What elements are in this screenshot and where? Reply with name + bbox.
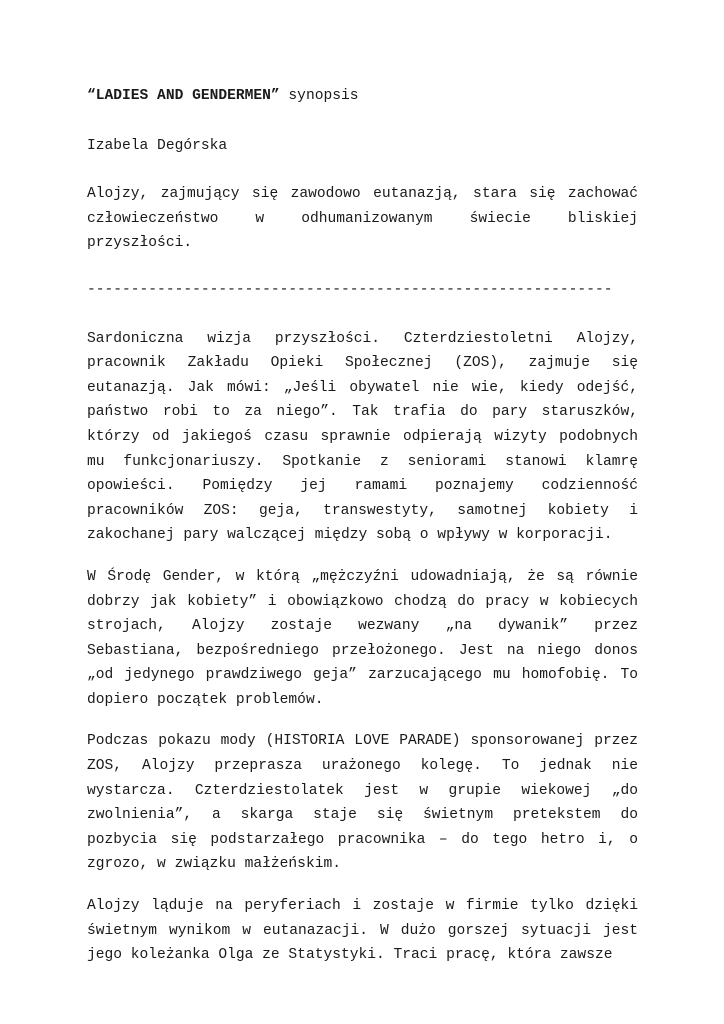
synopsis-paragraph-3: Podczas pokazu mody (HISTORIA LOVE PARADE) sponsorowanej przez ZOS, Alojzy przeprasza urażonego kolegę. To jednak nie wystarcza. Czterdziestolatek jest w grupie wiekowej „do zwolnienia”, a skarga staje się świetnym pretekstem do pozbycia się podstarzałego pracownika – do tego hetro i, o zgrozo, w związku małżeńskim.: [87, 733, 638, 873]
author-name: Izabela Degórska: [87, 137, 228, 154]
document-title: [87, 84, 638, 109]
synopsis-paragraph-4: Alojzy ląduje na peryferiach i zostaje w firmie tylko dzięki świetnym wynikom w eutanazacji. W dużo gorszej sytuacji jest jego koleżanka Olga ze Statystyki. Traci pracę, która zawsze: [87, 898, 638, 964]
title-film-name: “LADIES AND GENDERMEN”: [87, 88, 280, 104]
logline: Alojzy, zajmujący się zawodowo eutanazją, stara się zachować człowieczeństwo w odhumanizowanym świecie bliskiej przyszłości.: [87, 186, 638, 252]
document-page: [87, 84, 638, 985]
synopsis-paragraph-1: Sardoniczna wizja przyszłości. Czterdziestoletni Alojzy, pracownik Zakładu Opieki Społecznej (ZOS), zajmuje się eutanazją. Jak mówi: „Jeśli obywatel nie wie, kiedy odejść, państwo robi to za niego”. Tak trafia do pary staruszków, którzy od jakiegoś czasu sprawnie odpierają wizyty podobnych mu funkcjonariuszy. Spotkanie z seniorami stanowi klamrę opowieści. Pomiędzy jej ramami poznajemy codzienność pracowników ZOS: geja, transwestyty, samotnej kobiety i zakochanej pary walczącej między sobą o wpływy w korporacji.: [87, 330, 638, 544]
dashed-divider: ------------------------------------------------------------: [87, 281, 613, 298]
title-suffix: synopsis: [279, 88, 359, 104]
synopsis-paragraph-2: W Środę Gender, w którą „mężczyźni udowadniają, że są równie dobrzy jak kobiety” i obowiązkowo chodzą do pracy w kobiecych strojach, Alojzy zostaje wezwany „na dywanik” przez Sebastiana, bezpośredniego przełożonego. Jest na niego donos „od jedynego prawdziwego geja” zarzucającego mu homofobię. To dopiero początek problemów.: [87, 568, 638, 708]
